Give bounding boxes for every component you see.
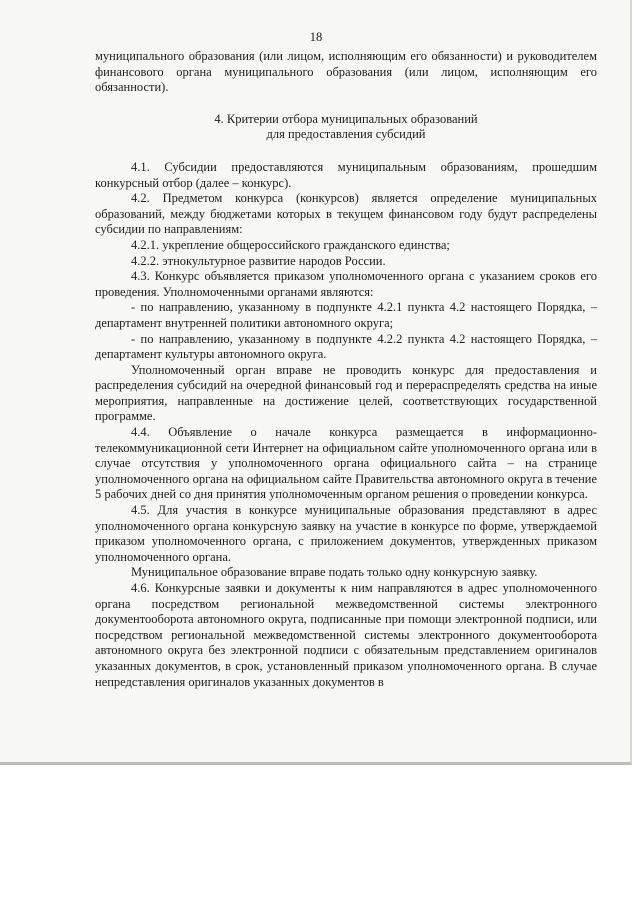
document-body [95, 49, 597, 690]
paragraph-4-2-2: 4.2.2. этнокультурное развитие народов России. [131, 253, 386, 268]
section-title-line-2: для предоставления субсидий [266, 127, 426, 142]
paragraph-4-3-item-1: - по направлению, указанному в подпункте 4.2.1 пункта 4.2 настоящего Порядка, – департамент внутренней политики автономного округа; [95, 300, 597, 330]
paragraph-4-2-1: 4.2.1. укрепление общероссийского гражданского единства; [131, 237, 450, 252]
paragraph-authority-right: Уполномоченный орган вправе не проводить конкурс для предоставления и распределения субсидий на очередной финансовый год и перераспределять средства на иные мероприятия, направленные на достижение целей, соответствующих государственной программе. [95, 362, 597, 424]
paragraph-4-3: 4.3. Конкурс объявляется приказом уполномоченного органа с указанием сроков его проведения. Уполномоченными органами являются: [95, 269, 597, 299]
page-number: 18 [309, 30, 323, 44]
paragraph-4-6: 4.6. Конкурсные заявки и документы к ним направляются в адрес уполномоченного органа посредством региональной межведомственной системы электронного документооборота автономного округа, подписанные при помощи электронной подписи, или посредством региональной межведомственной системы электронного документооборота автономного округа без электронной подписи с обязательным представлением оригиналов указанных документов, в срок, установленный приказом уполномоченного органа. В случае непредставления оригиналов указанных документов в [95, 581, 597, 689]
paragraph-one-application: Муниципальное образование вправе подать только одну конкурсную заявку. [131, 565, 538, 580]
intro-paragraph: муниципального образования (или лицом, исполняющим его обязанности) и руководителем финансового органа муниципального образования (или лицом, исполняющим его обязанности). [95, 49, 597, 95]
paragraph-4-2: 4.2. Предметом конкурса (конкурсов) является определение муниципальных образований, между бюджетами которых в текущем финансовом году будут распределены субсидии по направлениям: [95, 191, 597, 237]
section-title-line-1: 4. Критерии отбора муниципальных образований [214, 111, 478, 126]
paragraph-4-5: 4.5. Для участия в конкурсе муниципальные образования представляют в адрес уполномоченного органа конкурсную заявку на участие в конкурсе по форме, утверждаемой приказом уполномоченного органа, с приложением документов, утвержденных приказом уполномоченного органа. [95, 503, 597, 564]
section-heading [95, 112, 597, 143]
paragraph-4-1: 4.1. Субсидии предоставляются муниципальным образованиям, прошедшим конкурсный отбор (далее – конкурс). [95, 159, 597, 190]
paragraph-4-3-item-2: - по направлению, указанному в подпункте 4.2.2 пункта 4.2 настоящего Порядка, – департамент культуры автономного округа. [95, 331, 597, 362]
paragraph-4-4: 4.4. Объявление о начале конкурса размещается в информационно-телекоммуникационной сети Интернет на официальном сайте уполномоченного органа или в случае отсутствия у уполномоченного органа официального сайта – на странице уполномоченного органа на официальном сайте Правительства автономного округа в течение 5 рабочих дней со дня принятия уполномоченным органом решения о проведении конкурса. [95, 425, 597, 502]
